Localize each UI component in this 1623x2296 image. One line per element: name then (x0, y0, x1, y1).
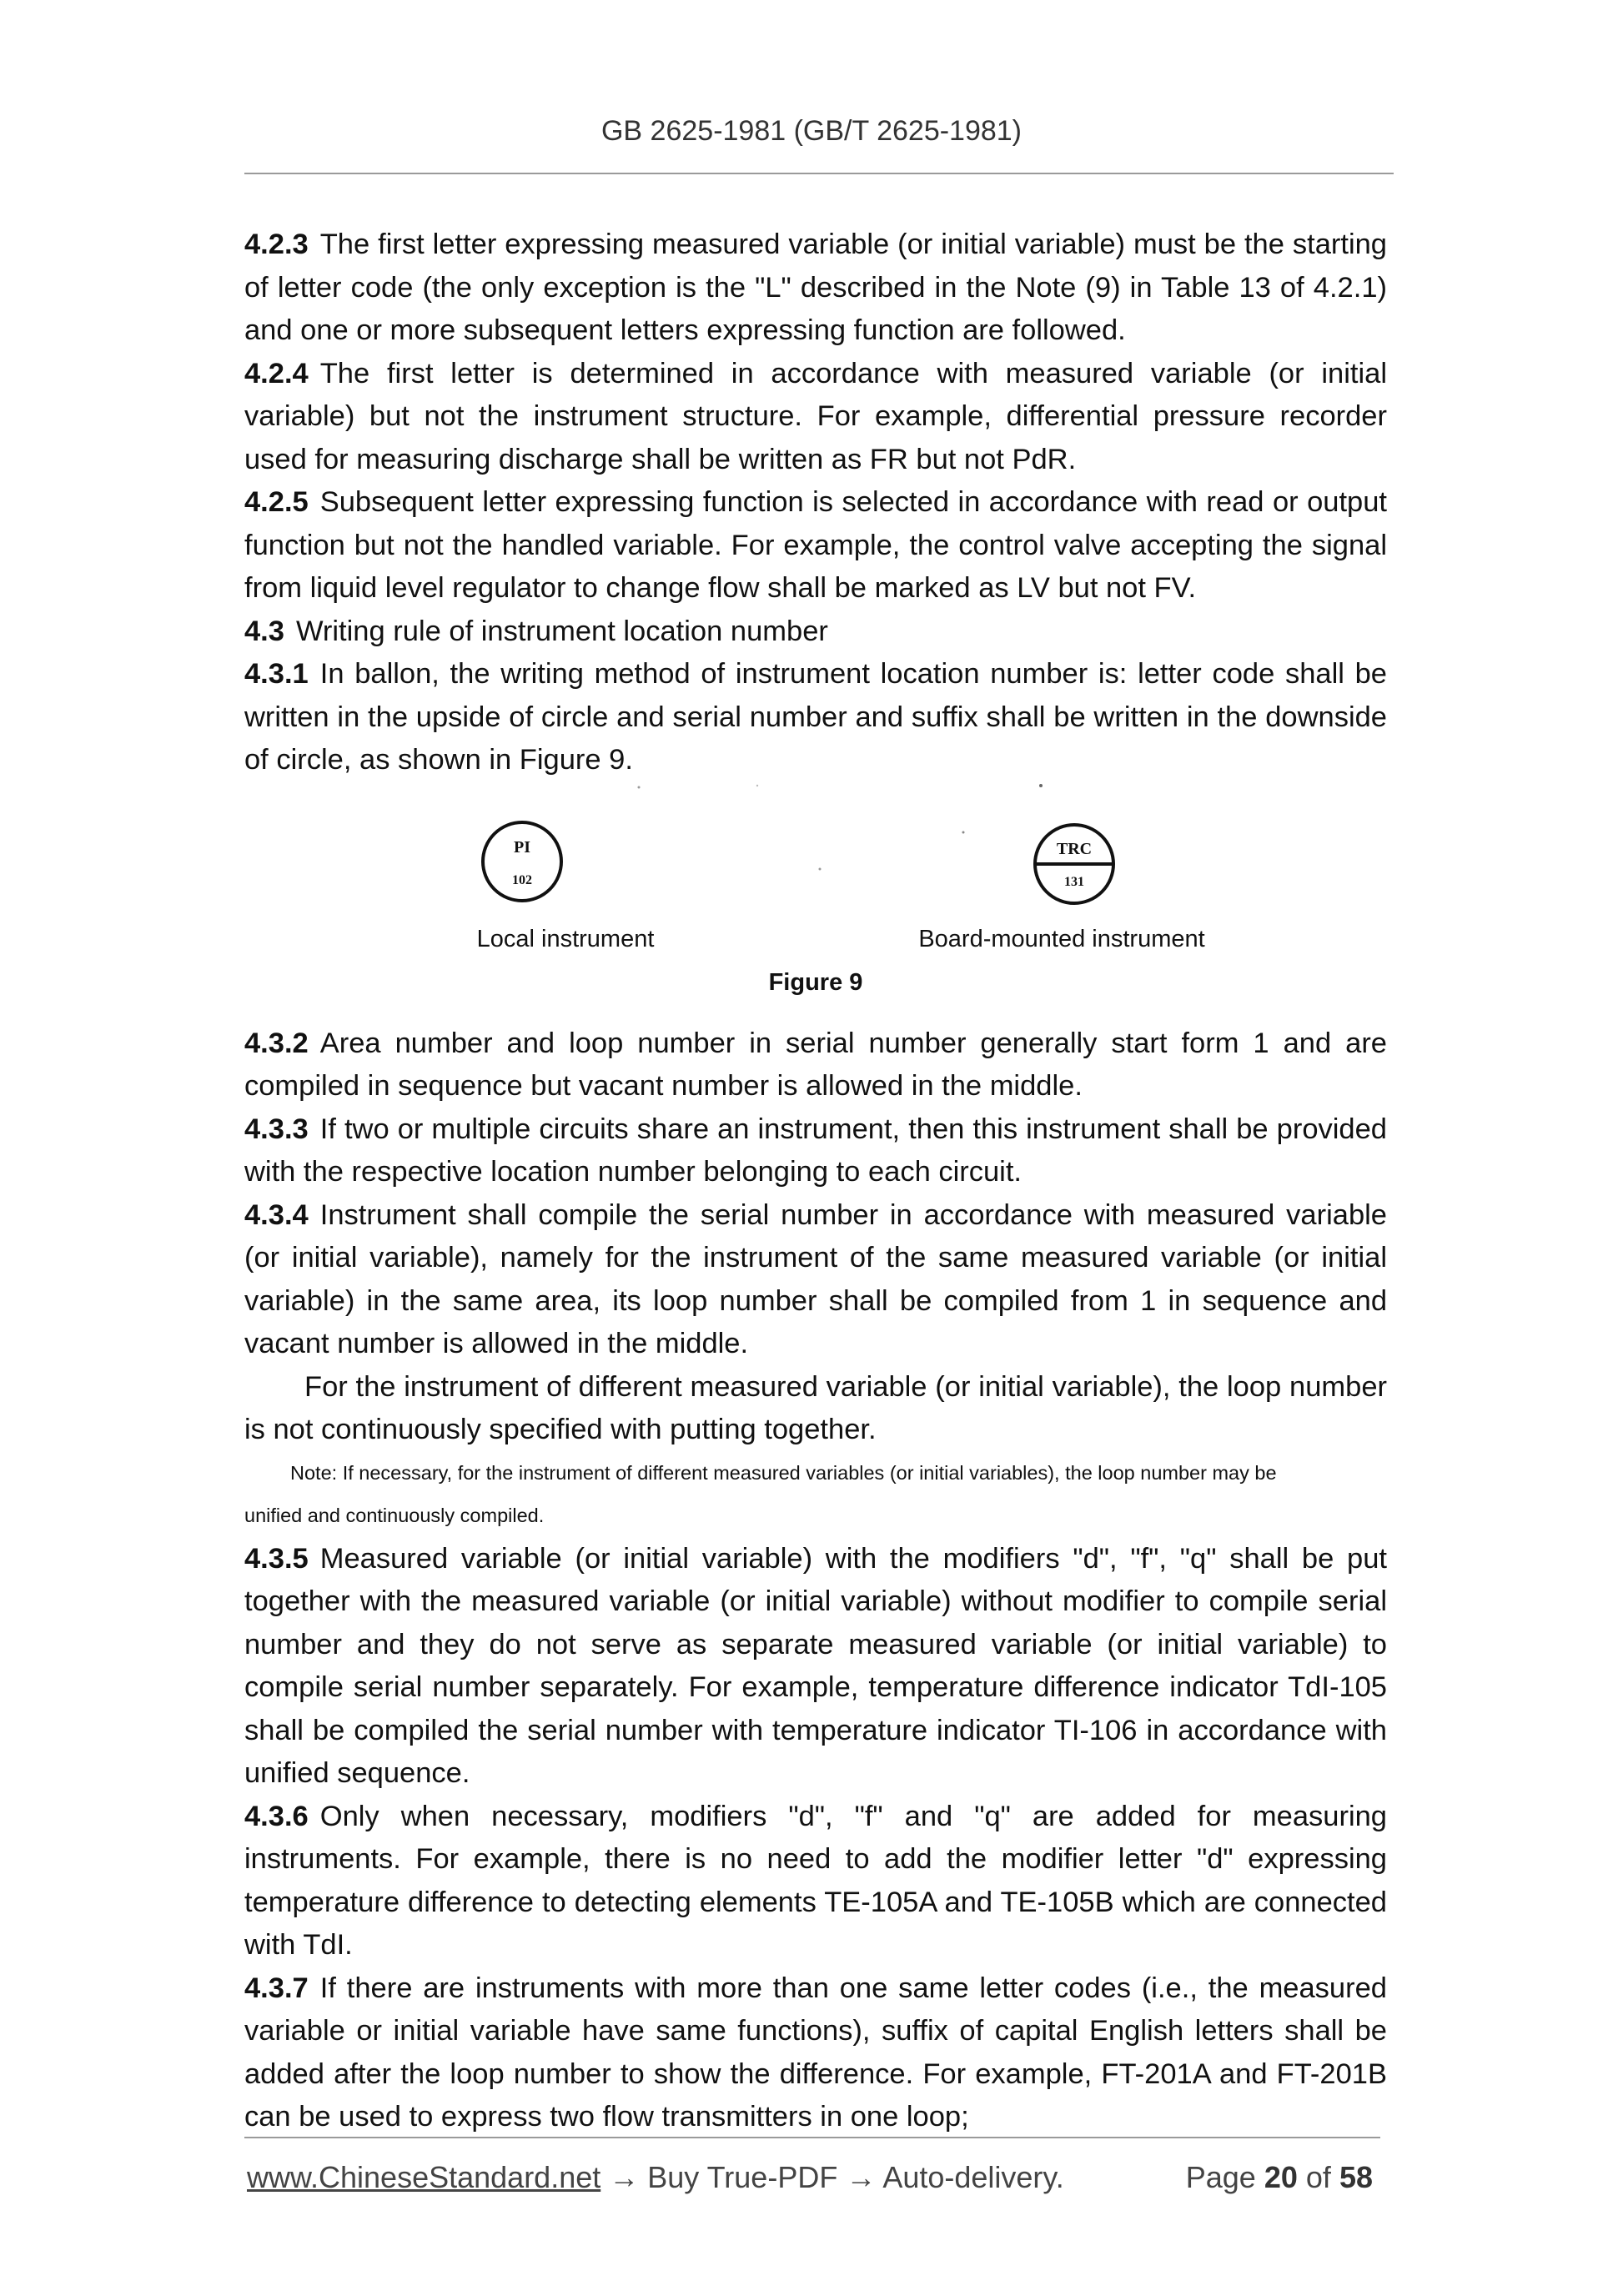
scan-speck (638, 786, 641, 788)
page-number (1186, 2160, 1373, 2195)
page-of: of (1305, 2160, 1331, 2194)
clause-number: 4.2.3 (244, 229, 309, 260)
clause-4-2-4 (244, 353, 1387, 482)
local-instrument-letters: PI (514, 837, 530, 857)
clause-text: In ballon, the writing method of instrument location number is: letter code shall be written in the upside of circle and serial number and suffix shall be written in the downside of circle, as shown in Figure 9. (244, 658, 1387, 776)
clause-number: 4.3.5 (244, 1542, 309, 1575)
clause-text: Subsequent letter expressing function is selected in accordance with read or output function but not the handled variable. For example, the control valve accepting the signal from liquid level regulator to change flow shall be marked as LV but not FV. (244, 486, 1387, 604)
board-mounted-instrument-caption: Board-mounted instrument (918, 925, 1205, 952)
header-rule (244, 173, 1394, 174)
clause-number: 4.3.7 (244, 1972, 309, 2004)
clause-4-3 (244, 610, 1387, 654)
note-line-2: unified and continuously compiled. (244, 1505, 545, 1526)
clause-text: The first letter is determined in accordance with measured variable (or initial variable) but not the instrument structure. For example, differential pressure recorder used for measuring discharge shall be written as FR but not PdR. (244, 357, 1387, 475)
clause-number: 4.3 (244, 615, 284, 647)
footer-tagline: → Buy True-PDF → Auto-delivery. (600, 2160, 1064, 2194)
clause-4-3-2 (244, 1022, 1387, 1108)
clause-text: If there are instruments with more than one same letter codes (i.e., the measured variable or initial variable have same functions), suffix of capital English letters shall be added after the loop number to show the difference. For example, FT-201A and FT-201B can be used to express two flow transmitters in one loop; (244, 1972, 1387, 2133)
clause-number: 4.3.3 (244, 1113, 309, 1145)
scan-speck (1039, 784, 1043, 787)
clause-4-2-3 (244, 224, 1387, 353)
clause-text: Writing rule of instrument location number (295, 615, 828, 647)
current-page: 20 (1264, 2160, 1298, 2194)
clause-number: 4.2.5 (244, 486, 309, 518)
clause-number: 4.3.6 (244, 1800, 309, 1832)
clause-text: The first letter expressing measured variable (or initial variable) must be the starting of letter code (the only exception is the "L" described in the Note (9) in Table 13 of 4.2.1) and one or more subsequent letters expressing function are followed. (244, 229, 1387, 346)
board-instrument-letters: TRC (1056, 839, 1093, 858)
body-text (244, 224, 1387, 2139)
total-pages: 58 (1339, 2160, 1373, 2194)
clause-4-3-7 (244, 1967, 1387, 2139)
board-instrument-number: 131 (1064, 874, 1084, 889)
page-footer (247, 2160, 1381, 2195)
footer-rule (244, 2137, 1380, 2138)
clause-4-3-6 (244, 1796, 1387, 1967)
clause-number: 4.3.1 (244, 658, 309, 690)
local-instrument-balloon (483, 822, 561, 901)
clause-4-3-4-continuation: For the instrument of different measured variable (or initial variable), the loop number is not continuously specified with putting together. (244, 1370, 1387, 1445)
clause-text: Only when necessary, modifiers "d", "f" and "q" are added for measuring instruments. For example, there is no need to add the modifier letter "d" expressing temperature difference to detecting elements TE-105A and TE-105B which are connected with TdI. (244, 1800, 1387, 1961)
local-instrument-number: 102 (512, 872, 532, 887)
local-instrument-caption: Local instrument (476, 925, 655, 952)
clause-4-2-5 (244, 481, 1387, 610)
clause-number: 4.2.4 (244, 357, 309, 389)
clause-number: 4.3.2 (244, 1027, 309, 1059)
board-mounted-instrument-balloon (1035, 825, 1113, 903)
figure-title: Figure 9 (768, 968, 863, 996)
scan-speck (962, 831, 965, 833)
scan-speck (819, 867, 822, 870)
clause-4-3-1 (244, 653, 1387, 782)
clause-4-3-3 (244, 1108, 1387, 1194)
scan-speck (756, 784, 758, 786)
running-header: GB 2625-1981 (GB/T 2625-1981) (600, 115, 1023, 147)
clause-text: Instrument shall compile the serial number in accordance with measured variable (or initial variable), namely for the instrument of the same measured variable (or initial variable) in the same area, its loop number shall be compiled from 1 in sequence and vacant number is allowed in the middle. (244, 1198, 1387, 1359)
clause-text: Measured variable (or initial variable) with the modifiers "d", "f", "q" shall be put together with the measured variable (or initial variable) without modifier to compile serial number and they do not serve as separate measured variable (or initial variable) to compile serial number separately. For example, temperature difference indicator TdI-105 shall be compiled the serial number with temperature indicator TI-106 in accordance with unified sequence. (244, 1542, 1387, 1789)
website-link[interactable]: www.ChineseStandard.net (247, 2160, 601, 2194)
figure-9 (244, 782, 1387, 1022)
clause-number: 4.3.4 (244, 1198, 309, 1231)
clause-4-3-4 (244, 1194, 1387, 1366)
figure-9-drawing (244, 782, 1387, 924)
clause-text: If two or multiple circuits share an instrument, then this instrument shall be provided with the respective location number belonging to each circuit. (244, 1113, 1387, 1188)
page-label: Page (1185, 2160, 1256, 2194)
note-line-1: Note: If necessary, for the instrument of different measured variables (or initial variables), the loop number may be (290, 1461, 1277, 1484)
clause-text: Area number and loop number in serial number generally start form 1 and are compiled in sequence but vacant number is allowed in the middle. (244, 1027, 1387, 1102)
clause-4-3-5 (244, 1538, 1387, 1796)
